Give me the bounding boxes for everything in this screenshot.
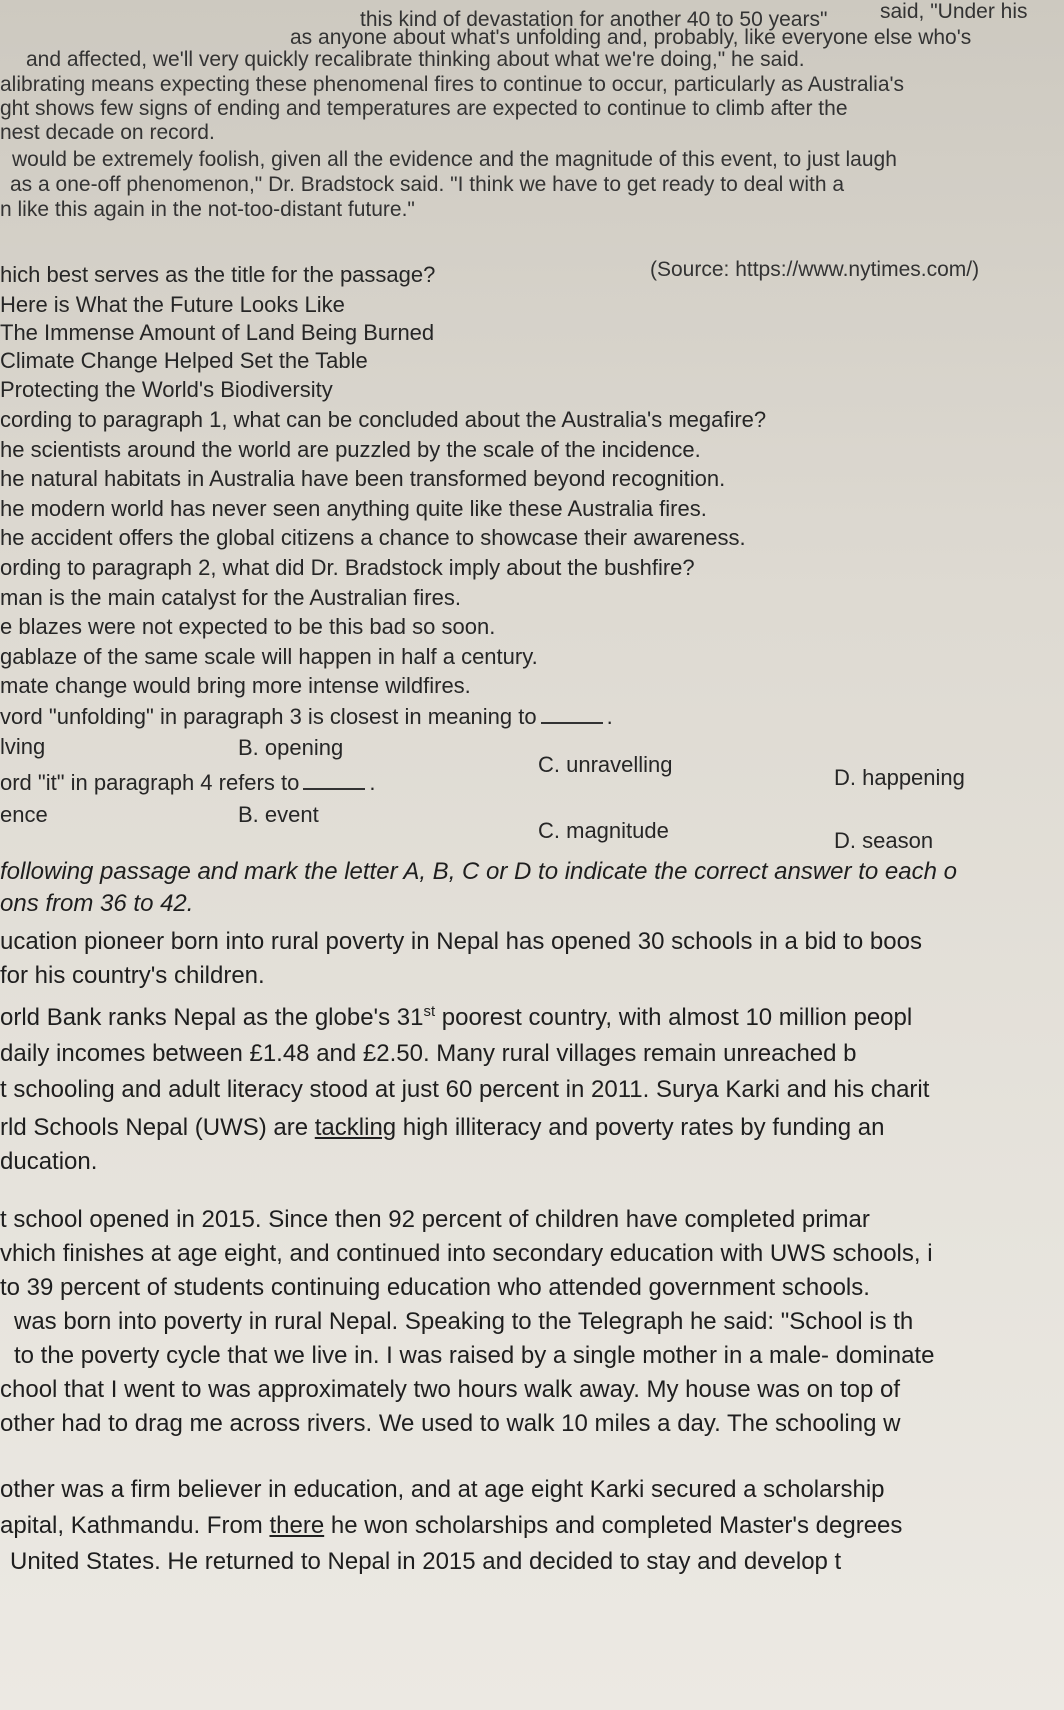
answer-option[interactable]: e blazes were not expected to be this bad so soon. bbox=[0, 614, 496, 639]
answer-option-d[interactable]: D. season bbox=[834, 828, 934, 853]
answer-option-c[interactable]: C. magnitude bbox=[538, 818, 669, 843]
question-stem: cording to paragraph 1, what can be concluded about the Australia's megafire? bbox=[0, 407, 767, 432]
answer-option[interactable]: he modern world has never seen anything quite like these Australia fires. bbox=[0, 496, 707, 521]
passage-line: as a one-off phenomenon," Dr. Bradstock said. "I think we have to get ready to deal with a bbox=[10, 173, 845, 196]
answer-option-b[interactable]: B. opening bbox=[238, 735, 344, 760]
passage-line: rld Schools Nepal (UWS) are tackling high illiteracy and poverty rates by funding an bbox=[0, 1114, 885, 1141]
answer-option-a[interactable]: lving bbox=[0, 734, 46, 759]
passage-line: as anyone about what's unfolding and, probably, like everyone else who's bbox=[290, 26, 972, 49]
passage-line: to 39 percent of students continuing education who attended government schools. bbox=[0, 1274, 870, 1301]
answer-option[interactable]: Climate Change Helped Set the Table bbox=[0, 348, 368, 373]
passage-line: chool that I went to was approximately two hours walk away. My house was on top of bbox=[0, 1376, 900, 1403]
answer-option[interactable]: he accident offers the global citizens a chance to showcase their awareness. bbox=[0, 525, 746, 550]
question-stem: hich best serves as the title for the passage? bbox=[0, 262, 436, 287]
answer-option-a[interactable]: ence bbox=[0, 802, 48, 827]
passage-line: would be extremely foolish, given all the evidence and the magnitude of this event, to just laugh bbox=[12, 148, 897, 171]
passage-line: this kind of devastation for another 40 to 50 years" bbox=[360, 8, 828, 31]
passage-line: ducation. bbox=[0, 1148, 98, 1175]
passage-line: other was a firm believer in education, and at age eight Karki secured a scholarship bbox=[0, 1476, 885, 1503]
answer-option[interactable]: man is the main catalyst for the Australian fires. bbox=[0, 585, 461, 610]
question-stem-text: ord "it" in paragraph 4 refers to bbox=[0, 770, 300, 795]
question-stem-text: vord "unfolding" in paragraph 3 is closest in meaning to bbox=[0, 704, 537, 729]
passage-line: alibrating means expecting these phenomenal fires to continue to occur, particularly as Australia's bbox=[0, 73, 905, 96]
passage-line: United States. He returned to Nepal in 2015 and decided to stay and develop t bbox=[10, 1548, 842, 1575]
answer-option-b[interactable]: B. event bbox=[238, 802, 319, 827]
passage-line: was born into poverty in rural Nepal. Speaking to the Telegraph he said: "School is th bbox=[14, 1308, 914, 1335]
answer-option[interactable]: he natural habitats in Australia have been transformed beyond recognition. bbox=[0, 466, 726, 491]
underlined-word: there bbox=[269, 1512, 325, 1539]
answer-option[interactable]: Here is What the Future Looks Like bbox=[0, 292, 345, 317]
passage-line: other had to drag me across rivers. We used to walk 10 miles a day. The schooling w bbox=[0, 1410, 901, 1437]
passage-line: said, "Under his bbox=[880, 0, 1028, 23]
instruction-line: following passage and mark the letter A, B, C or D to indicate the correct answer to each o bbox=[0, 858, 957, 885]
answer-option-d[interactable]: D. happening bbox=[834, 765, 965, 790]
answer-option[interactable]: he scientists around the world are puzzled by the scale of the incidence. bbox=[0, 437, 701, 462]
question-stem bbox=[0, 770, 375, 796]
answer-option-c[interactable]: C. unravelling bbox=[538, 752, 673, 777]
answer-blank[interactable] bbox=[303, 788, 365, 790]
underlined-word: tackling bbox=[314, 1114, 397, 1141]
passage-line: t schooling and adult literacy stood at just 60 percent in 2011. Surya Karki and his charit bbox=[0, 1076, 930, 1103]
stem-end: . bbox=[369, 770, 376, 795]
answer-option[interactable]: The Immense Amount of Land Being Burned bbox=[0, 320, 435, 345]
answer-option[interactable]: Protecting the World's Biodiversity bbox=[0, 377, 333, 402]
passage-line: orld Bank ranks Nepal as the globe's 31st poorest country, with almost 10 million peopl bbox=[0, 1004, 913, 1031]
stem-end: . bbox=[606, 704, 613, 729]
passage-line: and affected, we'll very quickly recalibrate thinking about what we're doing," he said. bbox=[26, 48, 805, 71]
passage-line: ght shows few signs of ending and temperatures are expected to continue to climb after the bbox=[0, 97, 848, 120]
passage-line: nest decade on record. bbox=[0, 121, 215, 144]
passage-line: apital, Kathmandu. From there he won scholarships and completed Master's degrees bbox=[0, 1512, 903, 1539]
question-stem bbox=[0, 704, 613, 730]
passage-line: daily incomes between £1.48 and £2.50. Many rural villages remain unreached b bbox=[0, 1040, 857, 1067]
passage-line: n like this again in the not-too-distant future." bbox=[0, 198, 415, 221]
question-stem: ording to paragraph 2, what did Dr. Bradstock imply about the bushfire? bbox=[0, 555, 695, 580]
passage-line: vhich finishes at age eight, and continued into secondary education with UWS schools, i bbox=[0, 1240, 933, 1267]
passage-line: t school opened in 2015. Since then 92 percent of children have completed primar bbox=[0, 1206, 870, 1233]
answer-option[interactable]: gablaze of the same scale will happen in half a century. bbox=[0, 644, 538, 669]
answer-blank[interactable] bbox=[541, 722, 603, 724]
passage-line: to the poverty cycle that we live in. I was raised by a single mother in a male- dominate bbox=[14, 1342, 935, 1369]
passage-source: (Source: https://www.nytimes.com/) bbox=[650, 258, 980, 281]
answer-option[interactable]: mate change would bring more intense wildfires. bbox=[0, 673, 471, 698]
passage-line: ucation pioneer born into rural poverty in Nepal has opened 30 schools in a bid to boos bbox=[0, 928, 922, 955]
instruction-line: ons from 36 to 42. bbox=[0, 890, 194, 917]
passage-line: for his country's children. bbox=[0, 962, 265, 989]
